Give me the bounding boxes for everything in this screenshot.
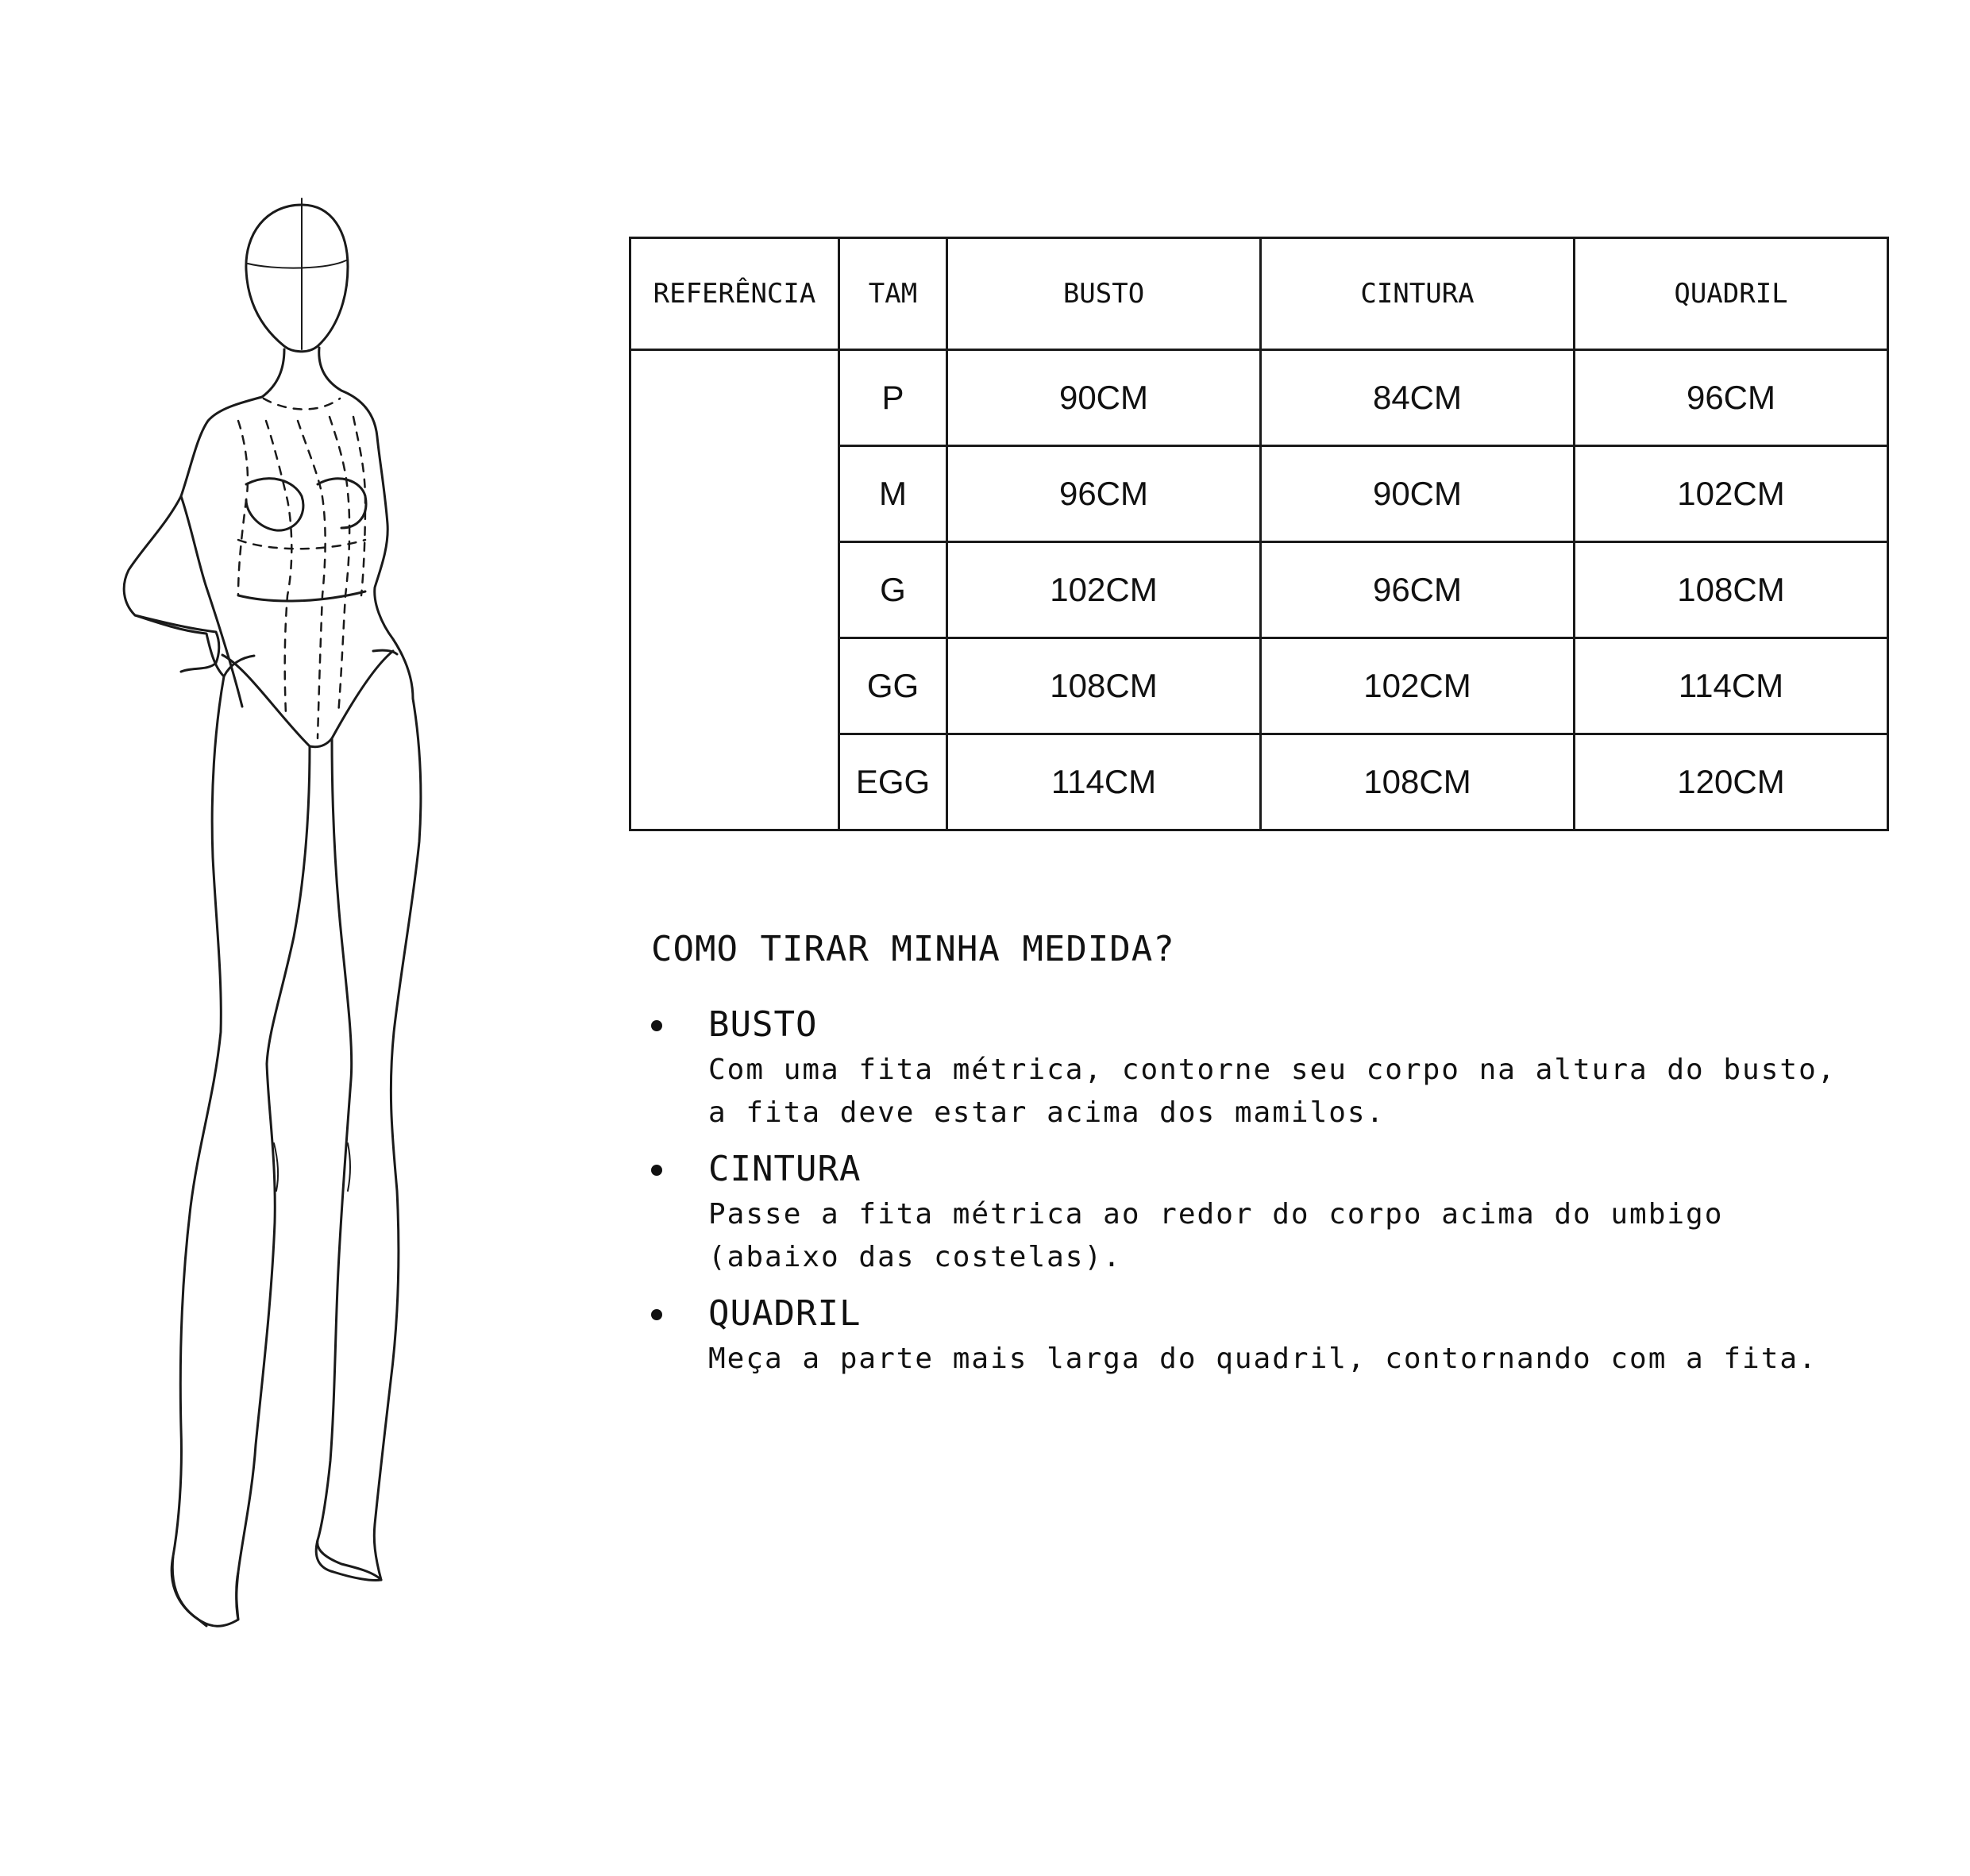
hip-cell: 96CM xyxy=(1575,350,1888,446)
bullet-icon xyxy=(651,1020,662,1031)
waist-cell: 96CM xyxy=(1261,542,1575,638)
size-cell: P xyxy=(839,350,947,446)
bullet-icon xyxy=(651,1309,662,1320)
dash-shoulder-left xyxy=(238,421,248,595)
dash-shoulder-right xyxy=(330,417,349,715)
dash-neckline xyxy=(264,399,340,410)
hip-cell: 114CM xyxy=(1575,638,1888,734)
guide-item-hip xyxy=(651,1290,1890,1381)
waist-cell: 90CM xyxy=(1261,446,1575,542)
right-knee xyxy=(348,1143,350,1191)
left-foot xyxy=(172,1556,238,1626)
waist-cell: 108CM xyxy=(1261,734,1575,830)
hip-cell: 102CM xyxy=(1575,446,1888,542)
guide-item-name: BUSTO xyxy=(708,1004,818,1045)
size-cell: M xyxy=(839,446,947,542)
bust-cell: 108CM xyxy=(947,638,1261,734)
dash-underbust xyxy=(238,540,365,549)
bust-cell: 96CM xyxy=(947,446,1261,542)
dash-shoulder-mid xyxy=(266,421,291,715)
reference-cell xyxy=(630,350,839,830)
bust-cell: 102CM xyxy=(947,542,1261,638)
header-reference: REFERÊNCIA xyxy=(630,238,839,350)
torso-right xyxy=(341,391,413,699)
size-cell: G xyxy=(839,542,947,638)
guide-title: COMO TIRAR MINHA MEDIDA? xyxy=(651,929,1175,969)
guide-item-name: CINTURA xyxy=(708,1149,862,1189)
left-arm-inner xyxy=(135,496,219,672)
neck-outline xyxy=(262,348,341,397)
body-figure-illustration xyxy=(79,191,572,1635)
table-header-row xyxy=(630,238,1888,350)
header-hip: QUADRIL xyxy=(1575,238,1888,350)
bullet-icon xyxy=(651,1165,662,1176)
bust-cell: 114CM xyxy=(947,734,1261,830)
table-row xyxy=(630,350,1888,446)
guide-list xyxy=(651,1001,1890,1381)
guide-item-waist xyxy=(651,1146,1890,1279)
dash-right-side xyxy=(353,417,365,595)
header-waist: CINTURA xyxy=(1261,238,1575,350)
size-cell: EGG xyxy=(839,734,947,830)
measuring-guide xyxy=(651,929,1890,1392)
right-leg-outer xyxy=(374,699,421,1580)
left-leg-inner xyxy=(237,746,310,1620)
waist-cell: 84CM xyxy=(1261,350,1575,446)
header-size: TAM xyxy=(839,238,947,350)
left-arm-lower xyxy=(206,587,242,707)
bust-cell: 90CM xyxy=(947,350,1261,446)
hip-cell: 120CM xyxy=(1575,734,1888,830)
guide-item-description: Passe a fita métrica ao redor do corpo acima do umbigo (abaixo das costelas). xyxy=(708,1198,1724,1273)
hip-line xyxy=(222,651,393,747)
bust-left xyxy=(246,479,303,530)
dash-center xyxy=(298,421,326,738)
head-horizontal-guide xyxy=(248,260,346,268)
header-bust: BUSTO xyxy=(947,238,1261,350)
waist-cell: 102CM xyxy=(1261,638,1575,734)
guide-item-description: Com uma fita métrica, contorne seu corpo na altura do busto, a fita deve estar acima dos mamilos. xyxy=(708,1054,1837,1129)
size-cell: GG xyxy=(839,638,947,734)
hip-top xyxy=(224,650,397,676)
head-outline xyxy=(246,205,348,352)
guide-item-bust xyxy=(651,1001,1890,1134)
size-chart-table xyxy=(629,237,1889,831)
guide-item-description: Meça a parte mais larga do quadril, contornando com a fita. xyxy=(708,1342,1818,1375)
left-leg-outer xyxy=(172,676,224,1626)
guide-item-name: QUADRIL xyxy=(708,1293,862,1334)
hip-cell: 108CM xyxy=(1575,542,1888,638)
